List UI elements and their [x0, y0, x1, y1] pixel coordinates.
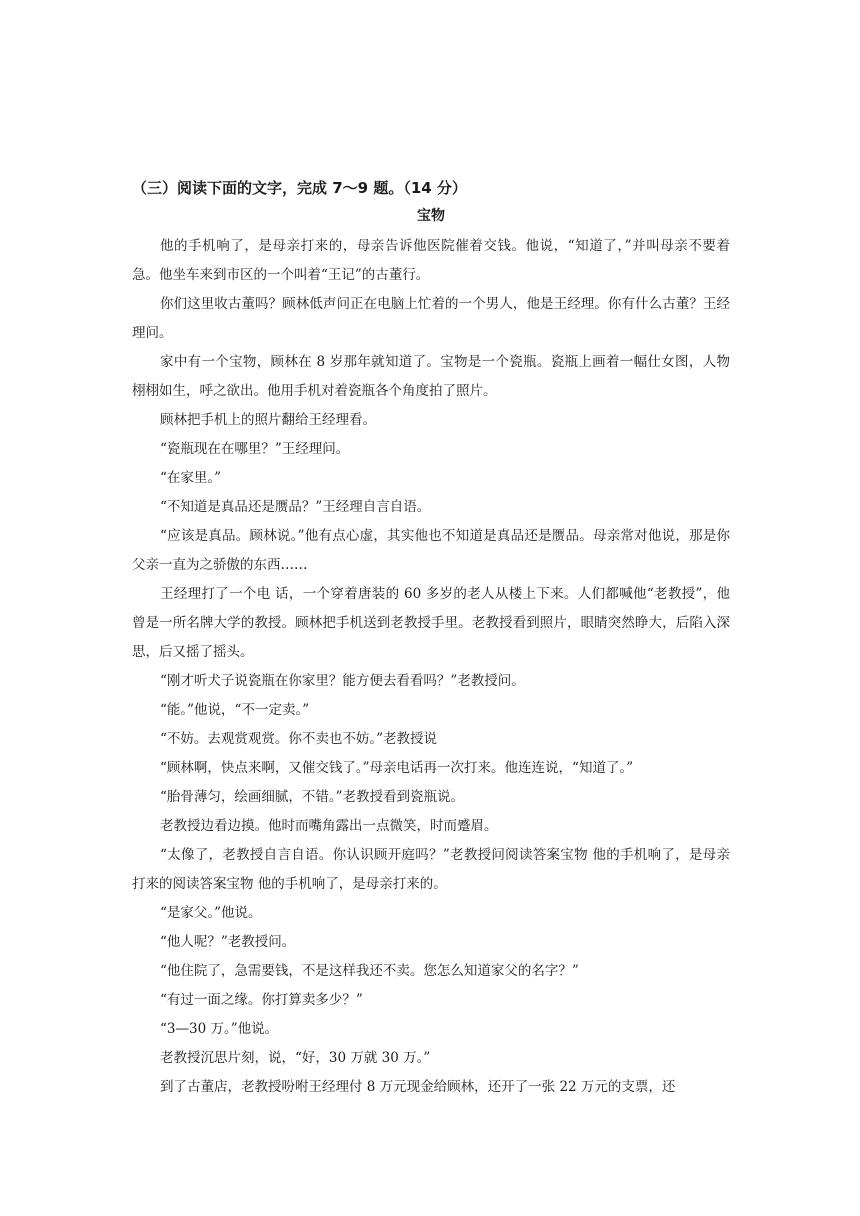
paragraph: “太像了，老教授自言自语。你认识顾开庭吗？”老教授问阅读答案宝物 他的手机响了，是母亲打来的阅读答案宝物 他的手机响了，是母亲打来的。 — [132, 847, 730, 892]
paragraph: “在家里。” — [160, 470, 222, 486]
story-body — [132, 232, 730, 1102]
paragraph: “不妨。去观赏观赏。你不卖也不妨。”老教授说 — [160, 731, 438, 747]
paragraph: “能。”他说，“不一定卖。” — [160, 702, 310, 718]
paragraph: 他的手机响了，是母亲打来的，母亲告诉他医院催着交钱。他说，“知道了，”并叫母亲不要着急。他坐车来到市区的一个叫着“王记”的古董行。 — [132, 238, 730, 283]
paragraph: “他人呢？”老教授问。 — [160, 934, 296, 950]
paragraph: “顾林啊，快点来啊，又催交钱了。”母亲电话再一次打来。他连连说，“知道了。” — [160, 760, 634, 776]
paragraph: 到了古董店，老教授吩咐王经理付 8 万元现金给顾林，还开了一张 22 万元的支票，还 — [160, 1079, 676, 1095]
section-heading: （三）阅读下面的文字，完成 7～9 题。（14 分） — [132, 179, 467, 197]
paragraph: “有过一面之缘。你打算卖多少？” — [160, 992, 363, 1008]
paragraph: 老教授边看边摸。他时而嘴角露出一点微笑，时而蹙眉。 — [160, 818, 498, 834]
paragraph: “是家父。”他说。 — [160, 905, 262, 921]
paragraph: “刚才听犬子说瓷瓶在你家里？能方便去看看吗？”老教授问。 — [160, 673, 525, 689]
paragraph: “瓷瓶现在在哪里？”王经理问。 — [160, 441, 350, 457]
paragraph: 家中有一个宝物，顾林在 8 岁那年就知道了。宝物是一个瓷瓶。瓷瓶上画着一幅仕女图，人物栩栩如生，呼之欲出。他用手机对着瓷瓶各个角度拍了照片。 — [132, 354, 730, 399]
paragraph: 王经理打了一个电 话，一个穿着唐装的 60 多岁的老人从楼上下来。人们都喊他“老教授”，他曾是一所名牌大学的教授。顾林把手机送到老教授手里。老教授看到照片，眼睛突然睁大，后陷入深思，后又摇了摇头。 — [132, 586, 730, 660]
paragraph: “不知道是真品还是赝品？”王经理自言自语。 — [160, 499, 431, 515]
paragraph: 你们这里收古董吗？顾林低声问正在电脑上忙着的一个男人，他是王经理。你有什么古董？王经理问。 — [132, 296, 730, 341]
paragraph: “胎骨薄匀，绘画细腻，不错。”老教授看到瓷瓶说。 — [160, 789, 465, 805]
paragraph: 顾林把手机上的照片翻给王经理看。 — [160, 412, 376, 428]
paragraph: “3—30 万。”他说。 — [160, 1021, 279, 1037]
paragraph: “应该是真品。顾林说。”他有点心虚，其实他也不知道是真品还是赝品。母亲常对他说，那是你父亲一直为之骄傲的东西…… — [132, 528, 730, 573]
story-title: 宝物 — [417, 208, 445, 224]
paragraph: 老教授沉思片刻，说，“好，30 万就 30 万。” — [160, 1050, 431, 1066]
paragraph: “他住院了，急需要钱，不是这样我还不卖。您怎么知道家父的名字？” — [160, 963, 579, 979]
